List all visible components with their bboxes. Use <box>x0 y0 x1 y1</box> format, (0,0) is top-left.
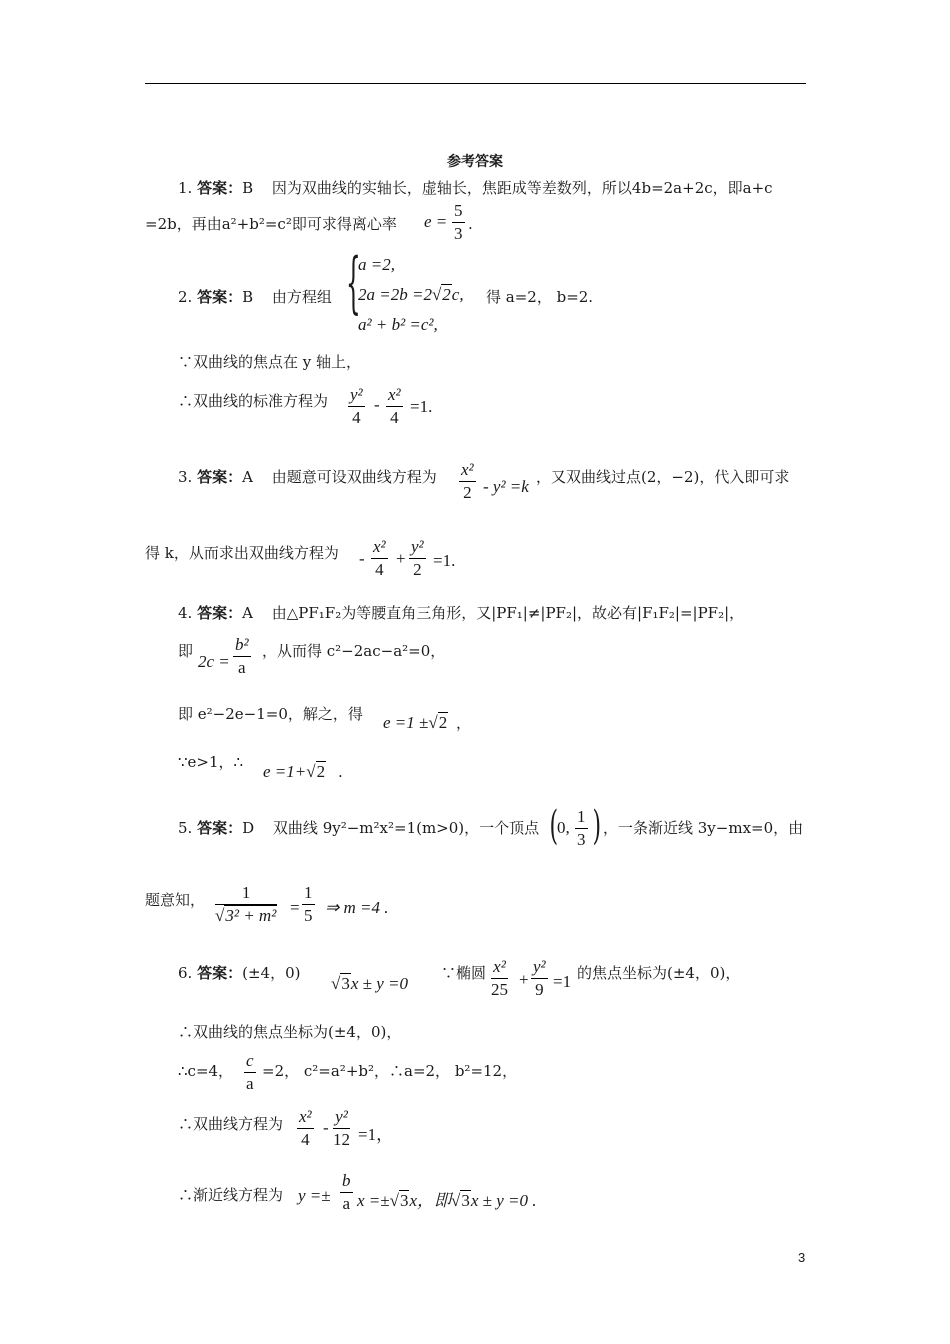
equation-e-plus: e =1+√2 <box>263 762 326 781</box>
fraction-1-3: 1 3 <box>577 807 586 849</box>
fraction-c-a: c a <box>246 1051 254 1093</box>
answer-5-result: ⇒ m =4 . <box>325 898 389 917</box>
fraction-x2-2: x² 2 <box>461 460 474 502</box>
answer-6-choice: (±4，0) <box>242 964 301 982</box>
answer-5-choice: D <box>242 819 255 837</box>
answer-3-text-2: ，又双曲线过点(2，−2)，代入即可求 <box>536 468 790 486</box>
answer-6-line-2: ∴双曲线的焦点坐标为(±4，0)， <box>178 1023 402 1041</box>
fraction-x2-4-c: x² 4 <box>299 1107 312 1149</box>
answer-4-choice: A <box>242 604 253 622</box>
answer-label: 答案： <box>197 964 243 982</box>
answer-1-choice: B <box>242 179 254 197</box>
answer-label: 答案： <box>197 468 243 486</box>
fraction-y2-9: y² 9 <box>533 957 546 999</box>
answer-1-line-1 <box>178 178 773 198</box>
equation-e-pm: e =1 ±√2 <box>383 713 448 732</box>
answer-3-line-1 <box>178 467 437 487</box>
answer-2-number: 2. <box>178 288 193 306</box>
answer-4-line-2: ，从而得 c²−2ac−a²=0， <box>262 642 446 660</box>
header-rule <box>145 83 806 84</box>
answer-1-number: 1. <box>178 179 193 197</box>
answer-4-number: 4. <box>178 604 193 622</box>
answer-3-line-2: 得 k，从而求出双曲线方程为 <box>145 544 339 562</box>
answer-1-fraction <box>452 200 465 245</box>
answer-3-choice: A <box>242 468 253 486</box>
answer-4-text: 由△PF₁F₂为等腰直角三角形，又|PF₁|≠|PF₂|，故必有|F₁F₂|=|PF₂|， <box>271 604 745 622</box>
fraction-x2-4-b: x² 4 <box>373 537 386 579</box>
system-eq-3: a² + b² =c², <box>358 315 438 334</box>
answer-1-line-2: =2b，再由a²+b²=c²即可求得离心率 <box>145 215 397 233</box>
vertex-point: 0, <box>557 818 570 837</box>
page-number: 3 <box>798 1250 806 1265</box>
answer-4-line-1 <box>178 603 744 623</box>
answer-5-line-2: 题意知， <box>145 891 206 909</box>
answer-5-line-1 <box>178 818 539 838</box>
answer-2-choice: B <box>242 288 254 306</box>
answer-label: 答案： <box>197 288 243 306</box>
answer-3-number: 3. <box>178 468 193 486</box>
answer-6-because: ∵椭圆 <box>441 964 487 982</box>
page-title: 参考答案 <box>447 154 503 170</box>
answer-2-text: 由方程组 <box>271 288 332 306</box>
fraction-y2-2: y² 2 <box>411 537 424 579</box>
answer-2-line-1 <box>178 287 332 307</box>
answer-5-text: 双曲线 9y²−m²x²=1(m>0)，一个顶点 <box>272 819 540 837</box>
answer-4-line-3: 即 e²−2e−1=0，解之，得 <box>178 705 363 723</box>
answer-1-e: e = <box>424 212 448 231</box>
answer-6-line-4: ∴双曲线方程为 <box>178 1115 284 1133</box>
answer-6-line-1 <box>178 963 300 983</box>
answer-2-because: ∵双曲线的焦点在 y 轴上， <box>178 353 362 371</box>
system-eq-1: a =2, <box>358 255 395 274</box>
answer-6-text: 的焦点坐标为(±4，0)， <box>577 964 741 982</box>
fraction-numerator: 5 <box>454 201 463 220</box>
fraction-y2-4: y² 4 <box>350 385 363 427</box>
answer-5-number: 5. <box>178 819 193 837</box>
fraction-1-sqrt: 1 √3² + m² <box>215 883 277 925</box>
fraction-x2-4: x² 4 <box>388 385 401 427</box>
fraction-denominator: 3 <box>454 224 463 243</box>
asymptote-result: x =±√3x，即√3x ± y =0 . <box>357 1191 537 1210</box>
fraction-b2-a: b² a <box>235 635 249 677</box>
answer-3-text: 由题意可设双曲线方程为 <box>271 468 437 486</box>
fraction-y2-12: y² 12 <box>333 1107 350 1149</box>
system-eq-2: 2a =2b =2√2c, <box>358 285 464 304</box>
fraction-1-5: 1 5 <box>304 883 313 925</box>
answer-4-line-4: ∵e>1，∴ <box>178 753 244 771</box>
answer-2-result: 得 a=2， b=2. <box>486 288 594 306</box>
answer-2-therefore: ∴双曲线的标准方程为 <box>178 392 329 410</box>
answer-1-text: 因为双曲线的实轴长，虚轴长，焦距成等差数列，所以4b=2a+2c，即a+c <box>271 179 773 197</box>
answer-label: 答案： <box>197 819 243 837</box>
answer-label: 答案： <box>197 179 243 197</box>
fraction-b-a: b a <box>342 1171 351 1213</box>
answer-6-number: 6. <box>178 964 193 982</box>
answer-5-text-2: ，一条渐近线 3y−mx=0，由 <box>603 819 804 837</box>
fraction-x2-25: x² 25 <box>491 957 508 999</box>
system-brace: { <box>346 244 361 321</box>
equation-2c: 2c = <box>198 652 230 671</box>
answer-6-line-5: ∴渐近线方程为 <box>178 1186 284 1204</box>
answer-6-line-3: ∴c=4， <box>178 1062 234 1080</box>
answer-label: 答案： <box>197 604 243 622</box>
asymptote-equation: √3x ± y =0 <box>331 974 408 993</box>
